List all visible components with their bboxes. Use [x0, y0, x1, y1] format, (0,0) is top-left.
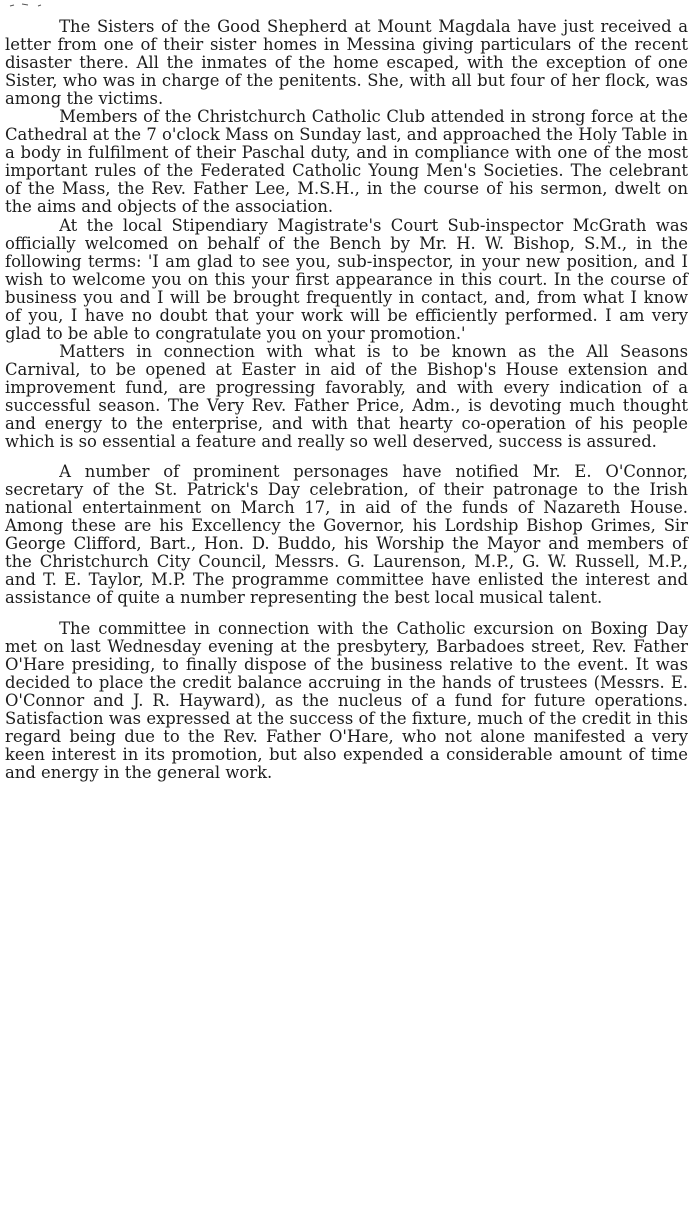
article-column	[5, 18, 688, 782]
paragraph-st-patricks-day: A number of prominent personages have notified Mr. E. O'Connor, secretary of the St. Patrick's Day celebration, of their patronage to the Irish national entertainment on March 17, in aid of the funds of Nazareth House. Among these are his Excellency the Governor, his Lordship Bishop Grimes, Sir George Clifford, Bart., Hon. D. Buddo, his Worship the Mayor and members of the Christchurch City Council, Messrs. G. Laurenson, M.P., G. W. Russell, M.P., and T. E. Taylor, M.P. The programme committee have enlisted the interest and assistance of quite a number representing the best local musical talent.	[5, 462, 688, 608]
paragraph-carnival: Matters in connection with what is to be known as the All Seasons Carnival, to be opened at Easter in aid of the Bishop's House extension and improvement fund, are progressing favorably, and with every indication of a successful season. The Very Rev. Father Price, Adm., is devoting much thought and energy to the enterprise, and with that hearty co-operation of his people which is so essential a feature and really so well deserved, success is assured.	[5, 341, 688, 452]
paragraph-sisters-messina: The Sisters of the Good Shepherd at Mount Magdala have just received a letter from one of their sister homes in Messina giving particulars of the recent disaster there. All the inmates of the home escaped, with the exception of one Sister, who was in charge of the penitents. She, with all but four of her flock, was among the victims.	[5, 17, 688, 109]
paragraph-magistrate-court: At the local Stipendiary Magistrate's Court Sub-inspector McGrath was officially welcomed on behalf of the Bench by Mr. H. W. Bishop, S.M., in the following terms: 'I am glad to see you, sub-inspector, in your new position, and I wish to welcome you on this your first appearance in this court. In the course of business you and I will be brought frequently in contact, and, from what I know of you, I have no doubt that your work will be efficiently performed. I am very glad to be able to congratulate you on your promotion.'	[5, 215, 688, 343]
paragraph-catholic-club: Members of the Christchurch Catholic Club attended in strong force at the Cathedral at the 7 o'clock Mass on Sunday last, and approached the Holy Table in a body in fulfilment of their Paschal duty, and in compliance with one of the most important rules of the Federated Catholic Young Men's Societies. The celebrant of the Mass, the Rev. Father Lee, M.S.H., in the course of his sermon, dwelt on the aims and objects of the association.	[5, 107, 688, 217]
print-smudge-mark	[8, 2, 68, 8]
paragraph-excursion-committee: The committee in connection with the Catholic excursion on Boxing Day met on last Wednesday evening at the presbytery, Barbadoes street, Rev. Father O'Hare presiding, to finally dispose of the business relative to the event. It was decided to place the credit balance accruing in the hands of trustees (Messrs. E. O'Connor and J. R. Hayward), as the nucleus of a fund for future operations. Satisfaction was expressed at the success of the fixture, much of the credit in this regard being due to the Rev. Father O'Hare, who not alone manifested a very keen interest in its promotion, but also expended a considerable amount of time and energy in the general work.	[5, 618, 688, 782]
